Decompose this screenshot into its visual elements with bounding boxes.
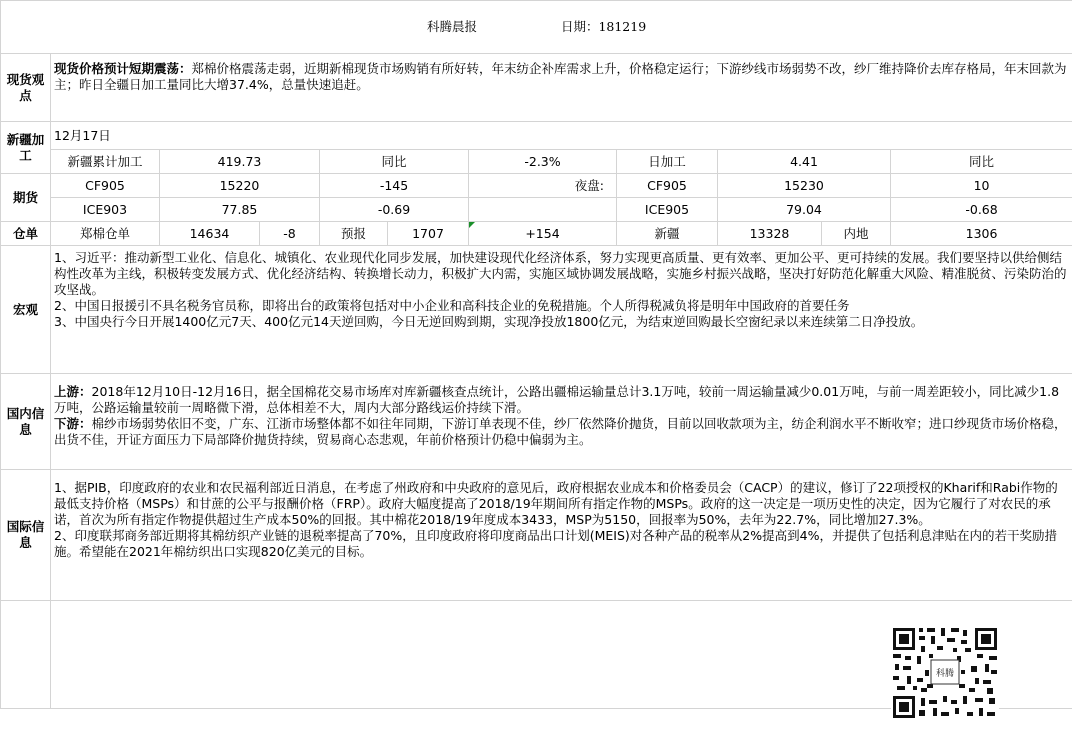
forecast-label: 预报 <box>320 222 388 246</box>
night-contract: ICE905 <box>617 198 718 222</box>
futures-row-1 <box>1 174 1072 198</box>
macro-label: 宏观 <box>1 246 51 374</box>
futures-change: -0.69 <box>320 198 469 222</box>
xinjiang-data-row <box>1 150 1072 174</box>
night-change: 10 <box>891 174 1072 198</box>
zm-receipt-label: 郑棉仓单 <box>51 222 160 246</box>
night-price: 15230 <box>718 174 891 198</box>
warehouse-row <box>1 222 1072 246</box>
xinjiang-label: 新疆加工 <box>1 122 51 174</box>
spot-lead: 现货价格预计短期震荡： <box>54 61 192 76</box>
international-row <box>1 470 1072 601</box>
upstream-text: 2018年12月10日-12月16日，据全国棉花交易市场库对库新疆核查点统计，公路出疆棉运输量总计3.1万吨，较前一周运输量减少0.01万吨，与前一周差距较小，同比减少1.8万吨，公路运输量较前一周略微下滑，总体相差不大，周内大部分路线运价持续下滑。 <box>54 384 1060 415</box>
footer-blank-label <box>1 601 51 709</box>
night-session-label: 夜盘: <box>469 174 617 198</box>
futures-empty-cell <box>469 198 617 222</box>
title-row <box>1 1 1072 54</box>
macro-row <box>1 246 1072 374</box>
xinjiang-yoy-label: 同比 <box>320 150 469 174</box>
futures-contract: CF905 <box>51 174 160 198</box>
xinjiang-daily-yoy-label: 同比 <box>891 150 1072 174</box>
xinjiang-daily-value: 4.41 <box>718 150 891 174</box>
upstream-label: 上游： <box>54 384 92 399</box>
night-price: 79.04 <box>718 198 891 222</box>
qr-center-text: 科腾 <box>935 669 955 679</box>
inland-receipt-label: 内地 <box>822 222 891 246</box>
international-content <box>51 470 1072 601</box>
xinjiang-cum-value: 419.73 <box>160 150 320 174</box>
spot-content <box>51 54 1072 122</box>
night-contract: CF905 <box>617 174 718 198</box>
futures-label: 期货 <box>1 174 51 222</box>
zm-receipt-value: 14634 <box>160 222 260 246</box>
domestic-content <box>51 374 1072 470</box>
domestic-label: 国内信息 <box>1 374 51 470</box>
night-change: -0.68 <box>891 198 1072 222</box>
international-item: 1、据PIB，印度政府的农业和农民福利部近日消息，在考虑了州政府和中央政府的意见后，政府根据农业成本和价格委员会（CACP）的建议，修订了22项授权的Kharif和Rabi作物的最低支持价格（MSPs）和甘蔗的公平与报酬价格（FRP）。政府大幅度提高了2018/19年期间所有指定作物的MSPs。政府的这一决定是一项历史性的决定，因为它履行了对农民的承诺，首次为所有指定作物提供超过生产成本50%的回报。其中棉花2018/19年度成本3433，MSP为5150，回报率为50%，去年为22.7%，同比增加27.3%。 <box>54 480 1058 527</box>
warehouse-label: 仓单 <box>1 222 51 246</box>
inland-receipt-value: 1306 <box>891 222 1072 246</box>
forecast-value: 1707 <box>388 222 469 246</box>
qr-code-icon <box>891 626 999 720</box>
futures-price: 77.85 <box>160 198 320 222</box>
xinjiang-receipt-label: 新疆 <box>617 222 718 246</box>
macro-item: 3、中国央行今日开展1400亿元7天、400亿元14天逆回购，今日无逆回购到期，实现净投放1800亿元，为结束逆回购最长空窗纪录以来连续第二日净投放。 <box>54 314 924 329</box>
spot-text: 郑棉价格震荡走弱，近期新棉现货市场购销有所好转，年末纺企补库需求上升，价格稳定运行；下游纱线市场弱势不改，纱厂维持降价去库存格局，年末回款为主；昨日全疆日加工量同比大增37.4%，总量快速追赶。 <box>54 61 1067 92</box>
xinjiang-date: 12月17日 <box>51 122 1072 150</box>
futures-contract: ICE903 <box>51 198 160 222</box>
domestic-row <box>1 374 1072 470</box>
futures-price: 15220 <box>160 174 320 198</box>
xinjiang-receipt-value: 13328 <box>718 222 822 246</box>
international-label: 国际信息 <box>1 470 51 601</box>
xinjiang-cum-label: 新疆累计加工 <box>51 150 160 174</box>
xinjiang-daily-label: 日加工 <box>617 150 718 174</box>
spot-row <box>1 54 1072 122</box>
futures-change: -145 <box>320 174 469 198</box>
macro-item: 1、习近平：推动新型工业化、信息化、城镇化、农业现代化同步发展，加快建设现代化经济体系，努力实现更高质量、更有效率、更加公平、更可持续的发展。我们要坚持以供给侧结构性改革为主线，积极转变发展方式、优化经济结构、转换增长动力，积极扩大内需，实施区域协调发展战略，实施乡村振兴战略，坚决打好防范化解重大风险、精准脱贫、污染防治的攻坚战。 <box>54 250 1067 297</box>
forecast-change: +154 <box>469 222 617 246</box>
downstream-text: 棉纱市场弱势依旧不变，广东、江浙市场整体都不如往年同期，下游订单表现不佳，纱厂依然降价抛货，目前以回收款项为主，纺企利润水平不断收窄；进口纱现货市场价格稳，出货不佳，开证方面压力下局部降价抛货持续，贸易商心态悲观，年前价格预计仍稳中偏弱为主。 <box>54 416 1067 447</box>
macro-item: 2、中国日报援引不具名税务官员称，即将出台的政策将包括对中小企业和高科技企业的免税措施。个人所得税减负将是明年中国政府的首要任务 <box>54 298 850 313</box>
zm-receipt-change: -8 <box>260 222 320 246</box>
spot-label: 现货观点 <box>1 54 51 122</box>
report-title <box>1 1 1072 54</box>
macro-content <box>51 246 1072 374</box>
futures-row-2 <box>1 198 1072 222</box>
downstream-label: 下游： <box>54 416 92 431</box>
downstream-paragraph <box>54 416 1069 448</box>
xinjiang-date-row <box>1 122 1072 150</box>
brand-title: 科腾晨报 <box>426 19 477 34</box>
report-date: 日期：181219 <box>560 19 647 34</box>
international-item: 2、印度联邦商务部近期将其棉纺织产业链的退税率提高了70%，且印度政府将印度商品出口计划(MEIS)对各种产品的税率从2%提高到4%，并提供了包括利息津贴在内的若干奖励措施。希望能在2021年棉纺织出口实现820亿美元的目标。 <box>54 528 1057 559</box>
upstream-paragraph <box>54 384 1069 416</box>
xinjiang-cum-yoy: -2.3% <box>469 150 617 174</box>
